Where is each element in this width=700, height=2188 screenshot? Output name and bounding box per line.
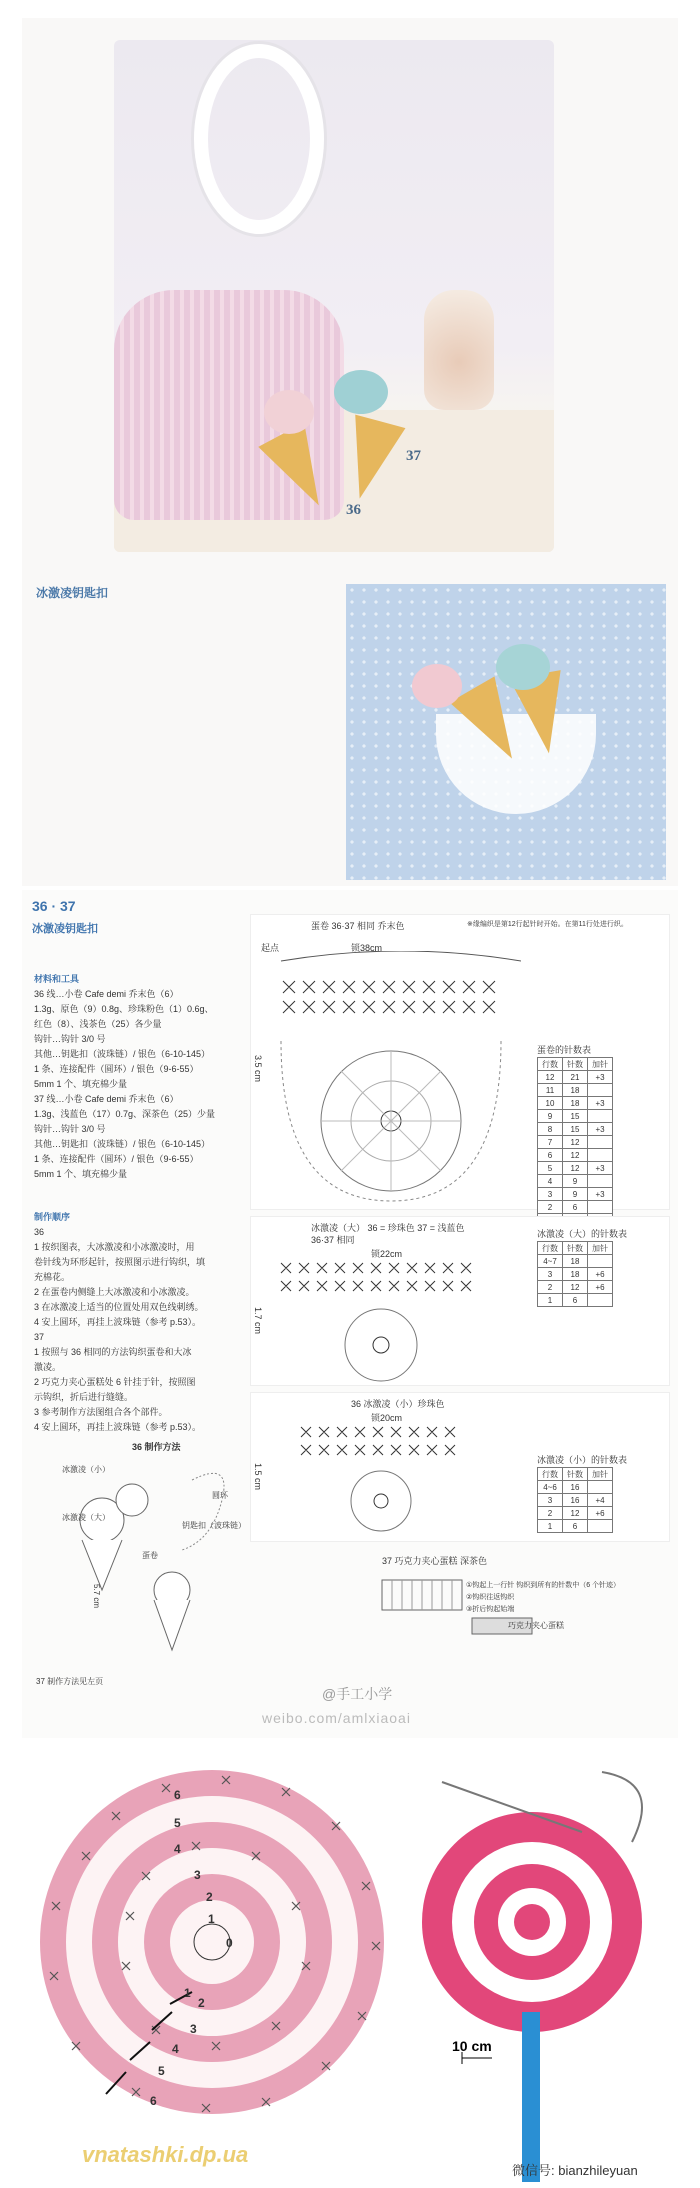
step-line: 示钩织，折后进行缝缝。 — [34, 1392, 134, 1402]
small-scoop-chart — [250, 1392, 670, 1542]
step-line: 4 安上圆环，再挂上波珠链（参考 p.53）。 — [34, 1317, 202, 1327]
cone-size-label: 3.5 cm — [253, 1055, 263, 1083]
label-small-scoop: 冰激凌（小） — [62, 1465, 110, 1474]
table-cell: 9 — [563, 1188, 588, 1201]
pattern-number: 36 · 37 — [32, 898, 76, 914]
table-cell: 18 — [563, 1268, 588, 1281]
ring-number-0: 0 — [226, 1936, 233, 1950]
arrow-number-1: 1 — [184, 1986, 191, 2000]
table-cell — [588, 1294, 613, 1307]
arrow-number-5: 5 — [158, 2064, 165, 2078]
table-cell: +3 — [588, 1123, 613, 1136]
table-cell: 4 — [538, 1175, 563, 1188]
photo-page — [22, 18, 678, 886]
table-row — [538, 1123, 613, 1136]
table-cell: 1 — [538, 1294, 563, 1307]
table-cell: 21 — [563, 1071, 588, 1084]
small-top-label: 锁20cm — [371, 1413, 403, 1423]
method36-title: 36 制作方法 — [132, 1442, 181, 1452]
table-row — [538, 1084, 613, 1097]
spiral-diagram — [22, 1742, 678, 2188]
large-top-label: 锁22cm — [371, 1249, 403, 1259]
table-cell — [588, 1481, 613, 1494]
table-header-cell: 行数 — [538, 1242, 563, 1255]
mirror-graphic — [194, 44, 324, 234]
table-cell: 3 — [538, 1188, 563, 1201]
table-cell: 12 — [563, 1281, 588, 1294]
table-cell: 2 — [538, 1281, 563, 1294]
table-cell: 4~6 — [538, 1481, 563, 1494]
table-header-cell: 针数 — [563, 1058, 588, 1071]
material-line: 36 线…小卷 Cafe demi 乔末色（6） — [34, 989, 179, 999]
table-cell: 15 — [563, 1110, 588, 1123]
large-count-table — [537, 1241, 613, 1307]
large-scoop-diagram — [271, 1257, 501, 1387]
photo-label-37: 37 — [406, 448, 421, 464]
material-line: 钩针…钩针 3/0 号 — [34, 1034, 106, 1044]
choc-note-1: ①钩起上一行针 钩织到所有的针数中（6 个针迹） — [466, 1582, 621, 1589]
label-chain: 钥匙扣（波珠链） — [182, 1521, 246, 1530]
table-header-cell: 加针 — [588, 1242, 613, 1255]
table-row — [538, 1507, 613, 1520]
label-large-scoop: 冰激凌（大） — [62, 1513, 110, 1522]
steps-title: 制作顺序 — [34, 1212, 71, 1222]
table-cell: 6 — [563, 1201, 588, 1214]
choc-note-2: ②钩织往返钩织 — [466, 1594, 515, 1601]
cone-chart — [250, 914, 670, 1210]
lollipop-stick — [522, 2012, 540, 2182]
bowl-scoop-blue — [496, 644, 550, 690]
material-line: 5mm 1 个、填充棉少量 — [34, 1079, 128, 1089]
step-line: 3 在冰激凌上适当的位置处用双色线刺绣。 — [34, 1302, 204, 1312]
material-line: 1.3g、原色（9）0.8g、珍珠粉色（1）0.6g、 — [34, 1004, 214, 1014]
table-cell — [588, 1175, 613, 1188]
wechat-id: 微信号: bianzhileyuan — [512, 2163, 638, 2178]
large-chart-same: 36·37 相同 — [311, 1235, 355, 1245]
small-counts-title: 冰激凌（小）的针数表 — [537, 1455, 628, 1465]
table-row — [538, 1294, 613, 1307]
table-cell: 1 — [538, 1520, 563, 1533]
method37-title: 37 制作方法见左页 — [36, 1677, 104, 1686]
material-line: 其他…钥匙扣（波珠链）/ 银色（6-10-145） — [34, 1049, 211, 1059]
table-cell: +3 — [588, 1071, 613, 1084]
large-size-label: 1.7 cm — [253, 1307, 263, 1335]
table-row — [538, 1494, 613, 1507]
steps-section — [34, 1210, 244, 1435]
ice-cream-bowl-photo — [346, 584, 666, 880]
label-choc-cake: 巧克力夹心蛋糕 — [508, 1621, 564, 1630]
step-line: 1 按照与 36 相同的方法钩织蛋卷和大冰 — [34, 1347, 192, 1357]
small-chart-title: 36 冰激凌（小）珍珠色 — [351, 1399, 445, 1409]
material-line: 钩针…钩针 3/0 号 — [34, 1124, 106, 1134]
cone-counts-title: 蛋卷的针数表 — [537, 1045, 592, 1055]
ring-number-5: 5 — [174, 1816, 181, 1830]
page-caption: 冰激凌钥匙扣 — [36, 586, 109, 600]
table-row — [538, 1281, 613, 1294]
arrow-number-2: 2 — [198, 1996, 205, 2010]
site-watermark: vnatashki.dp.ua — [82, 2142, 249, 2167]
large-counts-title: 冰激凌（大）的针数表 — [537, 1229, 628, 1239]
table-row — [538, 1149, 613, 1162]
large-chart-title: 冰激凌（大） 36 = 珍珠色 37 = 浅蓝色 — [311, 1223, 465, 1233]
arrow-number-6: 6 — [150, 2094, 157, 2108]
table-cell — [588, 1255, 613, 1268]
table-cell: 6 — [538, 1149, 563, 1162]
small-count-table — [537, 1467, 613, 1533]
table-cell: +4 — [588, 1494, 613, 1507]
small-scoop-diagram — [271, 1421, 501, 1541]
lollipop-core — [514, 1904, 550, 1940]
choc-note-3: ③折后钩起始端 — [466, 1606, 515, 1613]
table-cell: 12 — [563, 1162, 588, 1175]
table-header-cell: 针数 — [563, 1468, 588, 1481]
ring-number-3: 3 — [194, 1868, 201, 1882]
label-ring: 圆环 — [212, 1491, 228, 1500]
material-line: 红色（8）、浅茶色（25）各少量 — [34, 1019, 162, 1029]
pattern-title: 冰激凌钥匙扣 — [32, 923, 98, 935]
perfume-bottle-graphic — [424, 290, 494, 410]
ring-number-1: 1 — [208, 1912, 215, 1926]
table-row — [538, 1520, 613, 1533]
table-row — [538, 1255, 613, 1268]
arrow-number-4: 4 — [172, 2042, 179, 2056]
table-header-cell: 针数 — [563, 1242, 588, 1255]
table-cell — [588, 1136, 613, 1149]
table-cell: 15 — [563, 1123, 588, 1136]
table-cell: 9 — [563, 1175, 588, 1188]
table-cell: +6 — [588, 1281, 613, 1294]
table-cell — [588, 1520, 613, 1533]
table-cell: 18 — [563, 1255, 588, 1268]
ring-number-4: 4 — [174, 1842, 181, 1856]
cone-count-table — [537, 1057, 613, 1227]
materials-list — [34, 987, 244, 1182]
keychain-purse-photo — [114, 40, 554, 552]
material-line: 1.3g、浅蓝色（17）0.7g、深茶色（25）少量 — [34, 1109, 216, 1119]
table-cell: +3 — [588, 1097, 613, 1110]
table-row — [538, 1268, 613, 1281]
weibo-url-watermark: weibo.com/amlxiaoai — [262, 1710, 411, 1726]
arrow-number-3: 3 — [190, 2022, 197, 2036]
weibo-watermark: @手工小学 — [322, 1686, 393, 1702]
table-header-cell: 行数 — [538, 1058, 563, 1071]
table-cell: 12 — [563, 1149, 588, 1162]
table-cell — [588, 1084, 613, 1097]
table-cell: 18 — [563, 1084, 588, 1097]
table-header-cell: 行数 — [538, 1468, 563, 1481]
table-cell: 12 — [538, 1071, 563, 1084]
table-header-cell: 加针 — [588, 1468, 613, 1481]
steps-list — [34, 1225, 244, 1435]
material-line: 37 线…小卷 Cafe demi 乔末色（6） — [34, 1094, 179, 1104]
step-line: 36 — [34, 1227, 45, 1237]
ten-cm-label: 10 cm — [452, 2038, 492, 2054]
table-cell — [588, 1149, 613, 1162]
material-line: 1 条、连接配件（圆环）/ 银色（9-6-55） — [34, 1064, 199, 1074]
step-line: 2 在蛋卷内侧缝上大冰激凌和小冰激凌。 — [34, 1287, 195, 1297]
cone-chart-title: 蛋卷 36·37 相同 乔末色 — [311, 921, 405, 931]
table-row — [538, 1188, 613, 1201]
table-row — [538, 1110, 613, 1123]
ice-cream-scoop-37 — [334, 370, 388, 414]
materials-section — [34, 972, 244, 1182]
table-cell: +3 — [588, 1188, 613, 1201]
table-cell: 11 — [538, 1084, 563, 1097]
lollipop-page — [22, 1742, 678, 2188]
table-row — [538, 1071, 613, 1084]
table-cell: 6 — [563, 1294, 588, 1307]
ring-number-6: 6 — [174, 1788, 181, 1802]
table-cell: 9 — [538, 1110, 563, 1123]
step-line: 3 参考制作方法图组合各个部件。 — [34, 1407, 168, 1417]
small-size-label: 1.5 cm — [253, 1463, 263, 1491]
material-line: 1 条、连接配件（圆环）/ 银色（9-6-55） — [34, 1154, 199, 1164]
table-cell: 16 — [563, 1481, 588, 1494]
table-cell: 18 — [563, 1097, 588, 1110]
large-scoop-chart — [250, 1216, 670, 1386]
table-cell — [588, 1201, 613, 1214]
step-line: 4 安上圆环，再挂上波珠链（参考 p.53）。 — [34, 1422, 202, 1432]
ice-cream-scoop-36 — [264, 390, 314, 434]
cone-stitch-diagram — [271, 951, 521, 1211]
material-line: 其他…钥匙扣（波珠链）/ 银色（6-10-145） — [34, 1139, 211, 1149]
step-line: 1 按织图表，大冰激凌和小冰激凌时，用 — [34, 1242, 195, 1252]
cone-top-label: 锁38cm — [351, 943, 383, 953]
table-header-cell: 加针 — [588, 1058, 613, 1071]
table-cell: 7 — [538, 1136, 563, 1149]
table-row — [538, 1481, 613, 1494]
table-cell: 2 — [538, 1201, 563, 1214]
table-cell: 6 — [563, 1520, 588, 1533]
table-cell: +6 — [588, 1268, 613, 1281]
table-row — [538, 1097, 613, 1110]
table-cell: 8 — [538, 1123, 563, 1136]
table-row — [538, 1201, 613, 1214]
size-57-label: 5.7 cm — [92, 1584, 101, 1609]
table-row — [538, 1175, 613, 1188]
table-cell: 12 — [563, 1136, 588, 1149]
table-cell: +6 — [588, 1507, 613, 1520]
material-line: 5mm 1 个、填充棉少量 — [34, 1169, 128, 1179]
table-cell: 5 — [538, 1162, 563, 1175]
step-line: 激凌。 — [34, 1362, 62, 1372]
table-cell: 4~7 — [538, 1255, 563, 1268]
table-cell: 16 — [563, 1494, 588, 1507]
photo-label-36: 36 — [346, 502, 361, 518]
label-cone: 蛋卷 — [142, 1551, 158, 1560]
step-line: 2 巧克力夹心蛋糕处 6 针挂于针，按照图 — [34, 1377, 196, 1387]
table-cell: 10 — [538, 1097, 563, 1110]
bowl-scoop-pink — [412, 664, 462, 708]
step-line: 卷针线为环形起针，按照图示进行钩织，填 — [34, 1257, 206, 1267]
table-cell: 3 — [538, 1268, 563, 1281]
cone-start-label: 起点 — [261, 943, 280, 953]
materials-title: 材料和工具 — [34, 974, 80, 984]
table-cell: 3 — [538, 1494, 563, 1507]
choc-title: 37 巧克力夹心蛋糕 深茶色 — [382, 1556, 488, 1566]
step-line: 37 — [34, 1332, 45, 1342]
table-row — [538, 1136, 613, 1149]
step-line: 充棉花。 — [34, 1272, 71, 1282]
ring-number-2: 2 — [206, 1890, 213, 1904]
table-row — [538, 1162, 613, 1175]
table-cell — [588, 1110, 613, 1123]
table-cell: +3 — [588, 1162, 613, 1175]
pattern-page — [22, 890, 678, 1738]
table-cell: 12 — [563, 1507, 588, 1520]
table-cell: 2 — [538, 1507, 563, 1520]
cone-chart-note: ※缘编织是第12行起针时开始。在第11行处进行织。 — [467, 921, 628, 928]
